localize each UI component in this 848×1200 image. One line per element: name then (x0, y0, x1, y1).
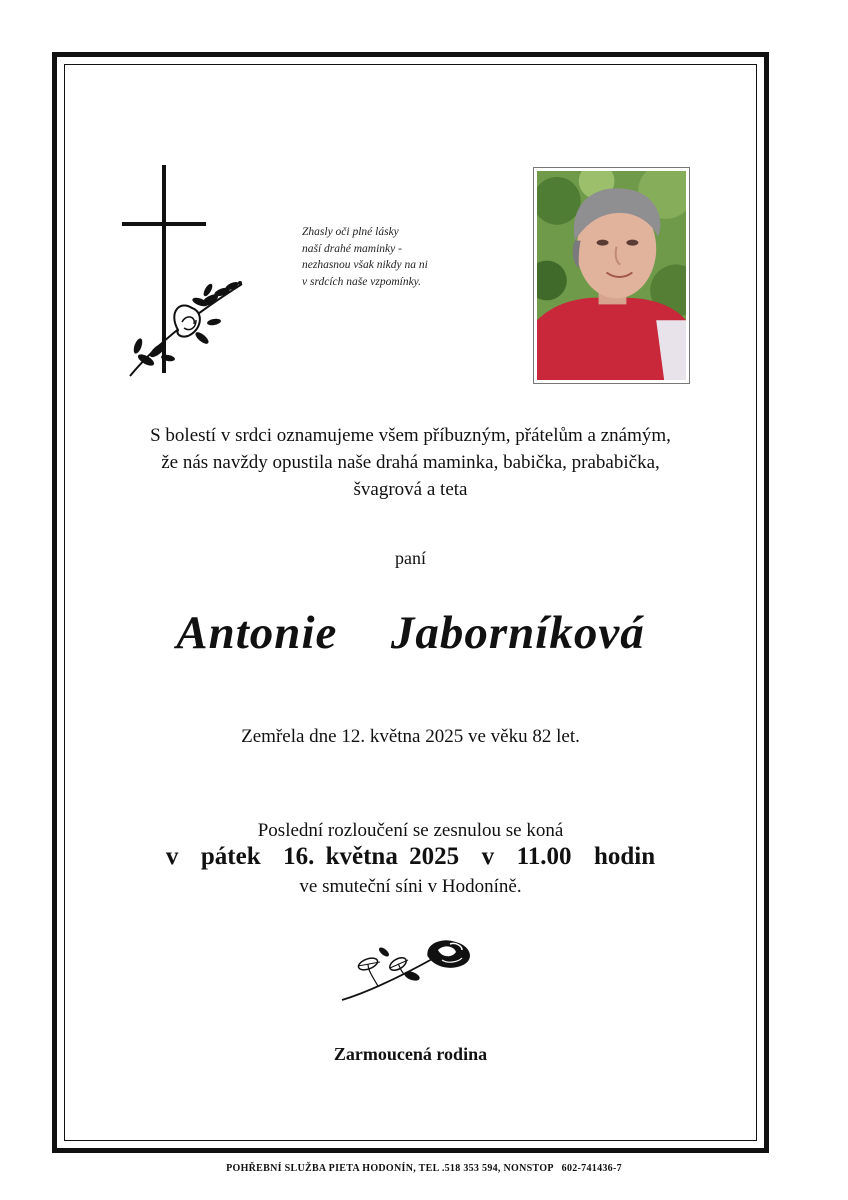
announcement-line: že nás navždy opustila naše drahá maminka, babička, prababička, (161, 452, 660, 473)
signature: Zarmoucená rodina (333, 1044, 488, 1064)
cross-with-rose-icon (118, 162, 248, 382)
honorific: paní (395, 548, 426, 568)
death-notice: Zemřela dne 12. května 2025 ve věku 82 let. (241, 726, 580, 747)
footer-phone: 602-741436-7 (561, 1163, 622, 1174)
deceased-name: Antonie Jaborníková (176, 607, 645, 659)
verse-line: Zhasly oči plné lásky (302, 226, 399, 238)
memorial-verse (302, 224, 522, 290)
verse-line: naší drahé maminky - (302, 242, 402, 255)
announcement-line: S bolestí v srdci oznamujeme všem příbuzným, přátelům a známým, (150, 425, 671, 446)
footer (0, 1163, 848, 1174)
verse-line: nezhasnou však nikdy na ni (302, 259, 428, 271)
announcement-line: švagrová a teta (353, 479, 468, 500)
verse-line: v srdcích naše vzpomínky. (302, 275, 422, 288)
funeral-place: ve smuteční síni v Hodoníně. (299, 876, 522, 897)
announcement (64, 422, 757, 503)
funeral-datetime: v pátek 16. května 2025 v 11.00 hodin (165, 843, 656, 870)
funeral-intro: Poslední rozloučení se zesnulou se koná (257, 820, 564, 841)
portrait-photo (533, 167, 690, 384)
rose-icon (338, 934, 478, 1004)
footer-company: POHŘEBNÍ SLUŽBA PIETA HODONÍN, TEL .518 353 594, NONSTOP (226, 1163, 554, 1174)
